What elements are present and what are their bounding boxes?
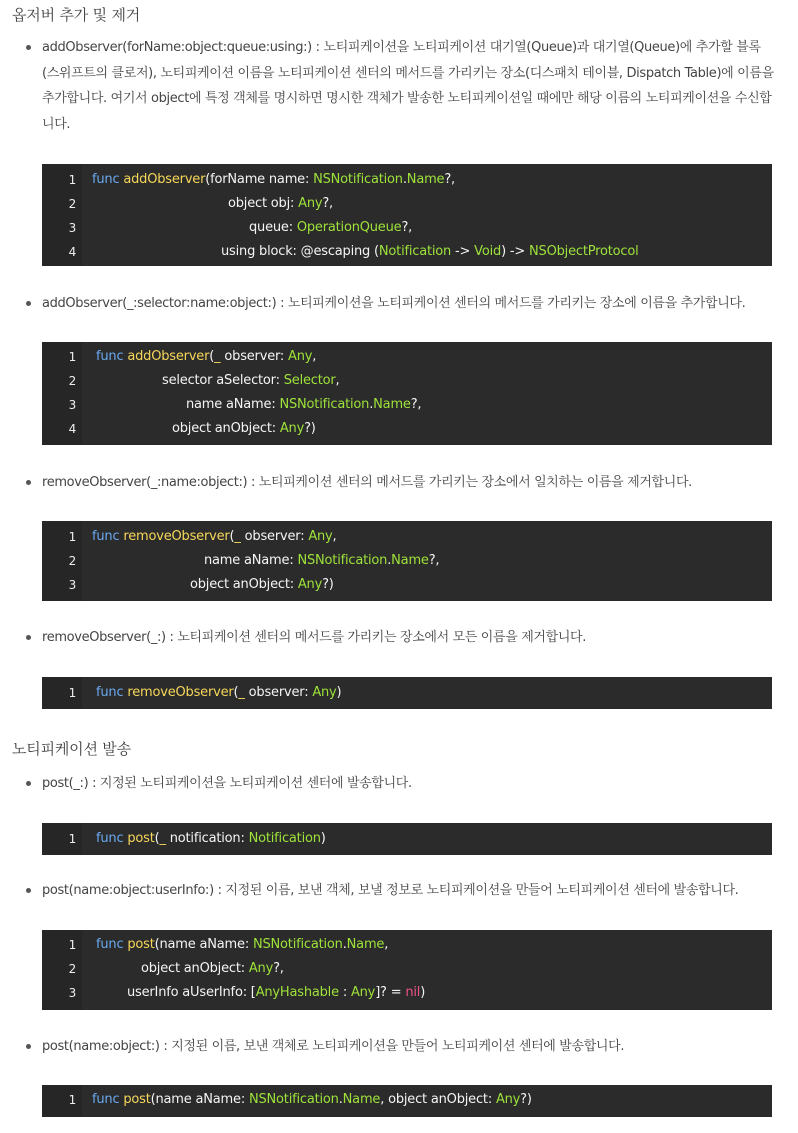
code-line: [42, 981, 772, 1005]
line-number: 1: [68, 938, 76, 952]
line-number: 1: [68, 832, 76, 846]
code-text: [221, 240, 639, 264]
code-text: [190, 573, 334, 597]
line-number: 2: [68, 197, 76, 211]
code-token: ,: [384, 937, 389, 952]
code-token: (: [154, 831, 160, 846]
code-token: _: [238, 685, 245, 700]
line-number: 1: [68, 1093, 76, 1107]
code-token: selector aSelector:: [162, 373, 284, 388]
code-line: [42, 168, 772, 192]
code-token: (name aName:: [154, 937, 253, 952]
code-token: ): [320, 831, 326, 846]
code-token: object anObject:: [190, 577, 298, 592]
line-number: 2: [68, 554, 76, 568]
code-line: [42, 957, 772, 981]
code-token: addObserver: [127, 349, 210, 364]
code-token: Any: [279, 421, 305, 436]
code-text: [127, 981, 425, 1005]
code-line: [42, 369, 772, 393]
code-token: (: [229, 529, 235, 544]
list-item-text: post(_:) : 지정된 노티피케이션을 노티피케이션 센터에 발송합니다.: [42, 776, 412, 791]
code-token: ,: [335, 373, 340, 388]
code-token: ?,: [322, 196, 333, 211]
line-number: 3: [68, 986, 76, 1000]
code-token: :: [338, 985, 351, 1000]
list-item: [26, 35, 774, 137]
code-token: NSNotification: [248, 1092, 339, 1107]
code-token: post: [127, 831, 155, 846]
code-text: [96, 933, 388, 957]
code-token: Any: [248, 961, 274, 976]
code-token: (name aName:: [150, 1092, 249, 1107]
code-text: [172, 417, 316, 441]
code-token: observer:: [244, 685, 313, 700]
code-token: func: [92, 1092, 124, 1107]
code-token: Any: [350, 985, 376, 1000]
code-token: ?,: [410, 397, 422, 412]
code-token: func: [92, 529, 124, 544]
code-token: observer:: [240, 529, 309, 544]
code-text: [141, 957, 284, 981]
code-token: _: [234, 529, 241, 544]
code-line: [42, 216, 772, 240]
code-token: func: [96, 349, 128, 364]
list-item: [26, 625, 774, 651]
code-token: ?,: [273, 961, 284, 976]
code-block: [42, 521, 772, 601]
bullet-icon: [26, 45, 31, 50]
code-token: AnyHashable: [255, 985, 339, 1000]
code-text: [92, 168, 455, 192]
line-number: 1: [68, 173, 76, 187]
code-token: .: [338, 1092, 343, 1107]
code-token: NSObjectProtocol: [529, 244, 639, 259]
code-block: [42, 342, 772, 445]
code-token: (forName name:: [205, 172, 314, 187]
line-number: 1: [68, 350, 76, 364]
code-token: NSNotification: [313, 172, 403, 187]
line-number: 3: [68, 221, 76, 235]
code-token: notification:: [165, 831, 249, 846]
code-token: ?,: [401, 220, 413, 235]
code-token: func: [92, 172, 124, 187]
code-token: ?,: [428, 553, 440, 568]
code-token: Notification: [378, 244, 452, 259]
code-token: .: [387, 553, 392, 568]
code-line: [42, 933, 772, 957]
list-item: [26, 1034, 774, 1060]
bullet-icon: [26, 781, 31, 786]
code-text: [249, 216, 412, 240]
code-text: [96, 345, 316, 369]
code-token: Notification: [248, 831, 321, 846]
code-token: .: [342, 937, 347, 952]
code-block: [42, 677, 772, 709]
code-text: [92, 1088, 532, 1112]
code-token: removeObserver: [127, 685, 234, 700]
list-item: [26, 771, 774, 797]
code-block: [42, 1085, 772, 1117]
code-token: ): [420, 985, 426, 1000]
code-line: [42, 345, 772, 369]
code-token: Selector: [283, 373, 336, 388]
bullet-icon: [26, 1044, 31, 1049]
code-token: func: [96, 937, 128, 952]
code-token: Any: [308, 529, 333, 544]
code-token: ?,: [444, 172, 455, 187]
code-token: Name: [342, 1092, 381, 1107]
list-item-text: post(name:object:) : 지정된 이름, 보낸 객체로 노티피케이션을 만들어 노티피케이션 센터에 발송합니다.: [42, 1039, 625, 1054]
code-token: Void: [474, 244, 502, 259]
code-token: (: [209, 349, 215, 364]
list-item: [26, 291, 774, 317]
list-item-text: addObserver(_:selector:name:object:) : 노티피케이션을 노티피케이션 센터의 메서드를 가리키는 장소에 이름을 추가합니다.: [42, 296, 746, 311]
code-line: [42, 240, 772, 264]
code-block: [42, 823, 772, 855]
code-text: [228, 192, 333, 216]
code-token: Any: [298, 196, 323, 211]
code-text: [96, 827, 326, 851]
line-number: 3: [68, 398, 76, 412]
code-token: Name: [373, 397, 411, 412]
list-item-text: addObserver(forName:object:queue:using:) : 노티피케이션을 노티피케이션 대기열(Queue)과 대기열(Queue)에 추가할 블록(스위프트의 클로저), 노티피케이션 이름을 노티피케이션 센터의 메서드를 가리키는 장소(디스패치 테이블, Dispatch Table)에 이름을 추가합니다. 여기서 object에 특정 객체를 명시하면 명시한 객체가 발송한 노티피케이션일 때에만 해당 이름의 노티피케이션을 수신합니다.: [42, 40, 774, 132]
code-token: removeObserver: [123, 529, 230, 544]
section-heading-post: 노티피케이션 발송: [12, 740, 131, 758]
code-token: ]? =: [375, 985, 406, 1000]
code-token: _: [214, 349, 221, 364]
code-token: Any: [312, 685, 337, 700]
code-line: [42, 827, 772, 851]
code-text: [92, 525, 336, 549]
code-text: [186, 393, 421, 417]
code-token: Any: [495, 1092, 521, 1107]
code-token: ?): [520, 1092, 532, 1107]
code-token: , object anObject:: [380, 1092, 496, 1107]
list-item-text: removeObserver(_:) : 노티피케이션 센터의 메서드를 가리키는 장소에서 모든 이름을 제거합니다.: [42, 630, 587, 645]
line-number: 4: [68, 245, 76, 259]
bullet-icon: [26, 301, 31, 306]
code-token: ) ->: [501, 244, 529, 259]
line-number: 2: [68, 374, 76, 388]
code-token: userInfo aUserInfo: [: [127, 985, 256, 1000]
code-token: queue:: [249, 220, 297, 235]
code-text: [204, 549, 439, 573]
code-token: ): [336, 685, 342, 700]
code-token: Name: [406, 172, 445, 187]
code-token: func: [96, 685, 128, 700]
code-token: Any: [297, 577, 323, 592]
line-number: 4: [68, 422, 76, 436]
line-number: 2: [68, 962, 76, 976]
code-token: OperationQueue: [296, 220, 402, 235]
code-token: ->: [451, 244, 475, 259]
code-token: ,: [332, 529, 337, 544]
code-token: NSNotification: [279, 397, 370, 412]
code-token: observer:: [220, 349, 289, 364]
line-number: 1: [68, 686, 76, 700]
code-token: .: [369, 397, 374, 412]
bullet-icon: [26, 888, 31, 893]
code-token: nil: [405, 985, 421, 1000]
code-text: [96, 681, 341, 705]
code-token: ?): [322, 577, 334, 592]
code-token: addObserver: [123, 172, 206, 187]
code-token: Name: [391, 553, 429, 568]
code-line: [42, 681, 772, 705]
code-text: [162, 369, 339, 393]
list-item-text: post(name:object:userInfo:) : 지정된 이름, 보낸 객체, 보낼 정보로 노티피케이션을 만들어 노티피케이션 센터에 발송합니다.: [42, 883, 739, 898]
code-token: Name: [346, 937, 385, 952]
code-token: Any: [288, 349, 313, 364]
list-item: [26, 878, 774, 904]
code-token: name aName:: [186, 397, 280, 412]
list-item: [26, 470, 774, 496]
code-line: [42, 1088, 772, 1112]
line-number: 1: [68, 530, 76, 544]
code-token: name aName:: [204, 553, 298, 568]
list-item-text: removeObserver(_:name:object:) : 노티피케이션 센터의 메서드를 가리키는 장소에서 일치하는 이름을 제거합니다.: [42, 475, 692, 490]
code-line: [42, 525, 772, 549]
code-token: (: [233, 685, 239, 700]
code-token: object obj:: [228, 196, 299, 211]
code-token: NSNotification: [252, 937, 343, 952]
code-token: object anObject:: [141, 961, 249, 976]
code-line: [42, 573, 772, 597]
code-token: using block: @escaping (: [221, 244, 379, 259]
code-line: [42, 393, 772, 417]
code-line: [42, 192, 772, 216]
code-line: [42, 549, 772, 573]
code-token: .: [402, 172, 407, 187]
bullet-icon: [26, 635, 31, 640]
bullet-icon: [26, 480, 31, 485]
code-token: func: [96, 831, 128, 846]
code-token: ?): [304, 421, 316, 436]
code-token: post: [123, 1092, 151, 1107]
code-token: _: [159, 831, 166, 846]
line-number: 3: [68, 578, 76, 592]
code-token: object anObject:: [172, 421, 280, 436]
code-block: [42, 930, 772, 1010]
code-line: [42, 417, 772, 441]
code-token: ,: [312, 349, 317, 364]
code-token: NSNotification: [297, 553, 388, 568]
code-block: [42, 164, 772, 266]
code-token: post: [127, 937, 155, 952]
section-heading-observer: 옵저버 추가 및 제거: [12, 6, 141, 24]
